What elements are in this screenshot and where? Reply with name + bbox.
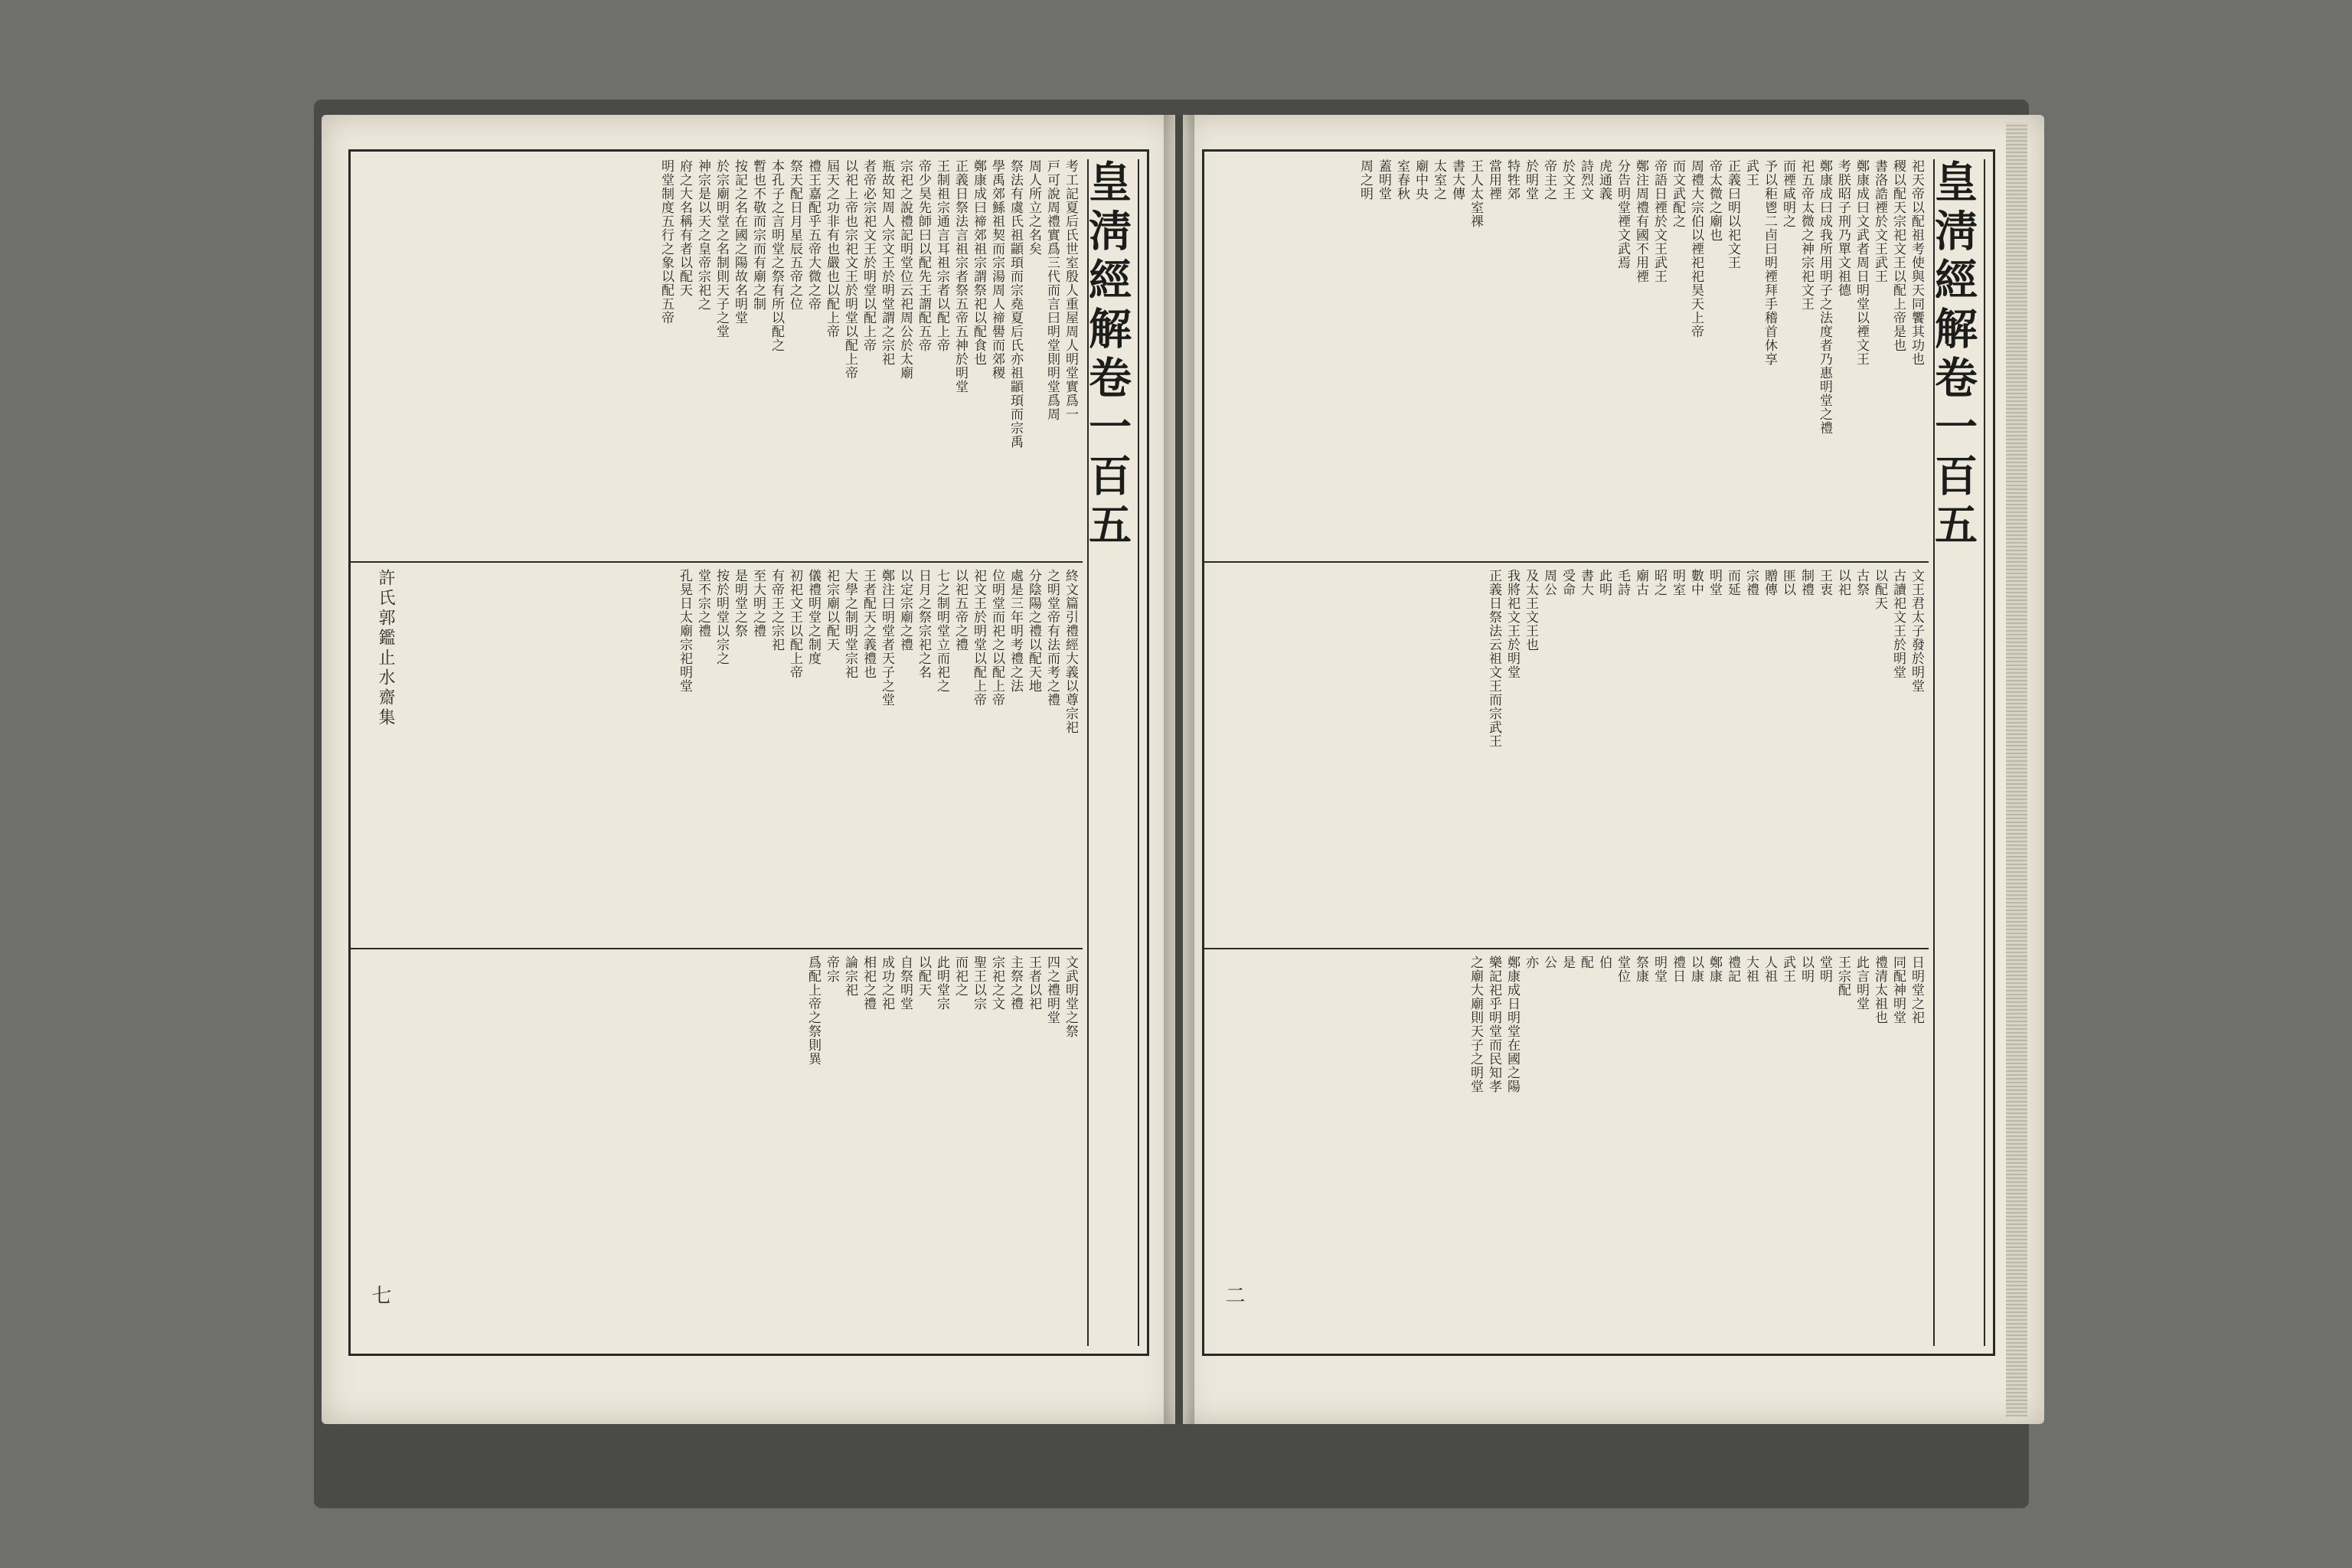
text-column: 考工記夏后氏世室殷人重屋周人明堂實爲一 <box>1063 159 1078 421</box>
text-column: 公 <box>1541 956 1557 969</box>
text-column: 祭康 <box>1633 956 1648 983</box>
text-column: 大祖 <box>1743 956 1759 983</box>
text-column: 按記之名在國之陽故名明堂 <box>732 159 747 325</box>
text-column: 之廟大廟則天子之明堂 <box>1468 956 1483 1093</box>
text-column: 書大傳 <box>1449 159 1465 201</box>
text-column: 爲配上帝之祭則異 <box>805 956 821 1066</box>
left-page-header: 皇淸經解卷一百五 <box>1087 159 1139 1346</box>
text-column: 帝太微之廟也 <box>1707 159 1722 242</box>
text-column: 以祀上帝也宗祀文王於明堂以配上帝 <box>842 159 858 380</box>
text-column: 相祀之禮 <box>861 956 876 1011</box>
text-column: 鄭康成日明堂在國之陽 <box>1504 956 1520 1093</box>
text-column: 人祖 <box>1762 956 1777 983</box>
right-page-upper-text <box>1216 159 1924 557</box>
right-page-rule-2 <box>1204 948 1929 949</box>
text-column: 屆天之功非有也嚴也以配上帝 <box>824 159 839 338</box>
left-page-middle-text <box>420 569 1078 940</box>
text-column: 王衷 <box>1817 569 1832 596</box>
text-column: 以祀 <box>1835 569 1851 596</box>
text-column: 而文武配之 <box>1670 159 1685 228</box>
text-column: 之明堂帝有法而考之禮 <box>1044 569 1060 707</box>
text-column: 當用禋 <box>1486 159 1501 201</box>
text-column: 書大 <box>1578 569 1593 596</box>
text-column: 於文王 <box>1560 159 1575 201</box>
text-column: 至大明之禮 <box>750 569 766 638</box>
left-page-rule-1 <box>351 561 1083 563</box>
text-column: 而祀之 <box>952 956 968 997</box>
text-column: 禮日 <box>1670 956 1685 983</box>
text-column: 以配天 <box>1872 569 1887 610</box>
text-column: 分告明堂禋文武焉 <box>1615 159 1630 270</box>
text-column: 孔晃日太廟宗祀明堂 <box>677 569 692 693</box>
text-column: 者帝必宗祀文王於明堂以配上帝 <box>861 159 876 352</box>
text-column: 以明 <box>1798 956 1814 983</box>
text-column: 武王 <box>1743 159 1759 187</box>
text-column: 日月之祭宗祀之名 <box>916 569 931 679</box>
text-column: 暫也不敬而宗而有廟之制 <box>750 159 766 311</box>
left-page-upper-text <box>362 159 1078 557</box>
right-page-middle-text <box>1216 569 1924 940</box>
text-column: 古祭 <box>1854 569 1869 596</box>
text-column: 同配神明堂 <box>1890 956 1906 1024</box>
right-page <box>1183 115 2044 1424</box>
text-column: 武王 <box>1780 956 1795 983</box>
text-column: 數中 <box>1688 569 1704 596</box>
left-page-footer: 許氏郭鑑止水齋集 <box>376 569 395 728</box>
text-column: 儀禮明堂之制度 <box>805 569 821 665</box>
text-column: 毛詩 <box>1615 569 1630 596</box>
left-page-rule-2 <box>351 948 1083 949</box>
text-column: 書洛誥禋於文王武王 <box>1872 159 1887 283</box>
text-column: 禮清太祖也 <box>1872 956 1887 1024</box>
text-column: 學禹郊鯀祖契而宗湯周人禘嚳而郊稷 <box>989 159 1004 380</box>
text-column: 王者以祀 <box>1026 956 1041 1011</box>
right-page-lower-text <box>1216 956 1924 1346</box>
text-column: 周之明 <box>1357 159 1373 201</box>
text-column: 鄭康成曰文武者周日明堂以禋文王 <box>1854 159 1869 366</box>
text-column: 室春秋 <box>1394 159 1410 201</box>
text-column: 本孔子之言明堂之祭有所以配之 <box>769 159 784 352</box>
text-column: 以定宗廟之禮 <box>897 569 913 652</box>
text-column: 鄭康成曰禘郊祖宗謂祭祀以配食也 <box>971 159 986 366</box>
text-column: 終文篇引禮經大義以尊宗祀 <box>1063 569 1078 734</box>
text-column: 鄭注周禮有國不用禋 <box>1633 159 1648 283</box>
text-column: 王者配天之義禮也 <box>861 569 876 679</box>
text-column: 宗祀之文 <box>989 956 1004 1011</box>
text-column: 堂明 <box>1817 956 1832 983</box>
text-column: 予以秬鬯二卣曰明禋拜手稽首休享 <box>1762 159 1777 366</box>
text-column: 鄭康成曰成我所用明子之法度者乃惠明堂之禮 <box>1817 159 1832 435</box>
text-column: 樂記祀乎明堂而民知孝 <box>1486 956 1501 1093</box>
text-column: 文武明堂之祭 <box>1063 956 1078 1038</box>
text-column: 初祀文王以配上帝 <box>787 569 802 679</box>
text-column: 於明堂 <box>1523 159 1538 201</box>
text-column: 正義日祭法云祖文王而宗武王 <box>1486 569 1501 748</box>
text-column: 祀天帝以配祖考使與天同饗其功也 <box>1909 159 1924 366</box>
book-gutter <box>1164 115 1194 1424</box>
text-column: 四之禮明堂 <box>1044 956 1060 1024</box>
text-column: 成功之祀 <box>879 956 894 1011</box>
text-column: 特牲郊 <box>1504 159 1520 201</box>
text-column: 此明 <box>1596 569 1612 596</box>
text-column: 周公 <box>1541 569 1557 596</box>
left-page <box>322 115 1175 1424</box>
text-column: 鄭康 <box>1707 956 1722 983</box>
text-column: 贈傳 <box>1762 569 1777 596</box>
text-column: 宗祀之說禮記明堂位云祀周公於太廟 <box>897 159 913 380</box>
text-column: 分陰陽之禮以配天地 <box>1026 569 1041 693</box>
right-page-rule-1 <box>1204 561 1929 563</box>
left-page-lower-text <box>420 956 1078 1346</box>
text-column: 以康 <box>1688 956 1704 983</box>
text-column: 配 <box>1578 956 1593 969</box>
text-column: 位明堂而祀之以配上帝 <box>989 569 1004 707</box>
text-column: 王制祖宗通言耳祖宗者以配上帝 <box>934 159 949 352</box>
text-column: 帝宗 <box>824 956 839 983</box>
text-column: 周禮大宗伯以禋祀祀昊天上帝 <box>1688 159 1704 338</box>
text-column: 廟中央 <box>1413 159 1428 201</box>
text-column: 及太王文王也 <box>1523 569 1538 652</box>
text-column: 宗禮 <box>1743 569 1759 596</box>
text-column: 鄭注曰明堂者天子之堂 <box>879 569 894 707</box>
text-column: 論宗祀 <box>842 956 858 997</box>
text-column: 受命 <box>1560 569 1575 596</box>
text-column: 而禋咸明之 <box>1780 159 1795 228</box>
text-column: 以配天 <box>916 956 931 997</box>
text-column: 戸可說周禮實爲三代而言曰明堂則明堂爲周 <box>1044 159 1060 421</box>
text-column: 處是三年明考禮之法 <box>1008 569 1023 693</box>
text-column: 祀宗廟以配天 <box>824 569 839 652</box>
text-column: 帝語日禋於文王武王 <box>1651 159 1667 283</box>
left-page-folio: 七 <box>368 1285 391 1305</box>
text-column: 王宗配 <box>1835 956 1851 997</box>
text-column: 瓶故知周人宗文王於明堂謂之宗祀 <box>879 159 894 366</box>
text-column: 以祀五帝之禮 <box>952 569 968 652</box>
text-column: 稷以配天宗祀文王以配上帝是也 <box>1890 159 1906 352</box>
text-column: 我將祀文王於明堂 <box>1504 569 1520 679</box>
text-column: 亦 <box>1523 956 1538 969</box>
text-column: 聖王以宗 <box>971 956 986 1011</box>
text-column: 自祭明堂 <box>897 956 913 1011</box>
page-edges <box>2006 122 2027 1416</box>
text-column: 明堂 <box>1651 956 1667 983</box>
left-page-frame <box>348 149 1149 1356</box>
text-column: 府之大名稱有者以配天 <box>677 159 692 297</box>
text-column: 文王君太子發於明堂 <box>1909 569 1924 693</box>
text-column: 七之制明堂立而祀之 <box>934 569 949 693</box>
text-column: 王人太室祼 <box>1468 159 1483 228</box>
text-column: 蓋明堂 <box>1376 159 1391 201</box>
text-column: 考朕昭子刑乃單文祖德 <box>1835 159 1851 297</box>
text-column: 祀五帝太微之神宗祀文王 <box>1798 159 1814 311</box>
text-column: 制禮 <box>1798 569 1814 596</box>
text-column: 虎通義 <box>1596 159 1612 201</box>
text-column: 周人所立之名矣 <box>1026 159 1041 256</box>
right-page-folio: 二 <box>1222 1285 1245 1305</box>
text-column: 是 <box>1560 956 1575 969</box>
text-column: 正義曰明以祀文王 <box>1725 159 1740 270</box>
text-column: 大學之制明堂宗祀 <box>842 569 858 679</box>
text-column: 帝少昊先師曰以配先王謂配五帝 <box>916 159 931 352</box>
text-column: 按於明堂以宗之 <box>714 569 729 665</box>
text-column: 而延 <box>1725 569 1740 596</box>
text-column: 昭之 <box>1651 569 1667 596</box>
text-column: 祭天配日月星辰五帝之位 <box>787 159 802 311</box>
text-column: 禮記 <box>1725 956 1740 983</box>
text-column: 正義日祭法言祖宗者祭五帝五神於明堂 <box>952 159 968 394</box>
text-column: 堂位 <box>1615 956 1630 983</box>
text-column: 日明堂之祀 <box>1909 956 1924 1024</box>
text-column: 帝主之 <box>1541 159 1557 201</box>
text-column: 禮王嘉配乎五帝大微之帝 <box>805 159 821 311</box>
right-page-header: 皇淸經解卷一百五 <box>1933 159 1985 1346</box>
text-column: 此明堂宗 <box>934 956 949 1011</box>
text-column: 詩烈文 <box>1578 159 1593 201</box>
text-column: 堂不宗之禮 <box>695 569 710 638</box>
text-column: 祭法有虞氏祖顓頊而宗堯夏后氏亦祖顓頊而宗禹 <box>1008 159 1023 449</box>
text-column: 明堂 <box>1707 569 1722 596</box>
text-column: 神宗是以天之皇帝宗祀之 <box>695 159 710 311</box>
text-column: 匪以 <box>1780 569 1795 596</box>
text-column: 主祭之禮 <box>1008 956 1023 1011</box>
text-column: 明室 <box>1670 569 1685 596</box>
text-column: 於宗廟明堂之名制則天子之堂 <box>714 159 729 338</box>
text-column: 伯 <box>1596 956 1612 969</box>
text-column: 祀文王於明堂以配上帝 <box>971 569 986 707</box>
right-page-frame <box>1202 149 1995 1356</box>
text-column: 太室之 <box>1431 159 1446 201</box>
text-column: 明堂制度五行之象以配五帝 <box>658 159 674 325</box>
text-column: 廟古 <box>1633 569 1648 596</box>
text-column: 是明堂之祭 <box>732 569 747 638</box>
text-column: 古讀祀文王於明堂 <box>1890 569 1906 679</box>
text-column: 有帝王之宗祀 <box>769 569 784 652</box>
text-column: 此言明堂 <box>1854 956 1869 1011</box>
